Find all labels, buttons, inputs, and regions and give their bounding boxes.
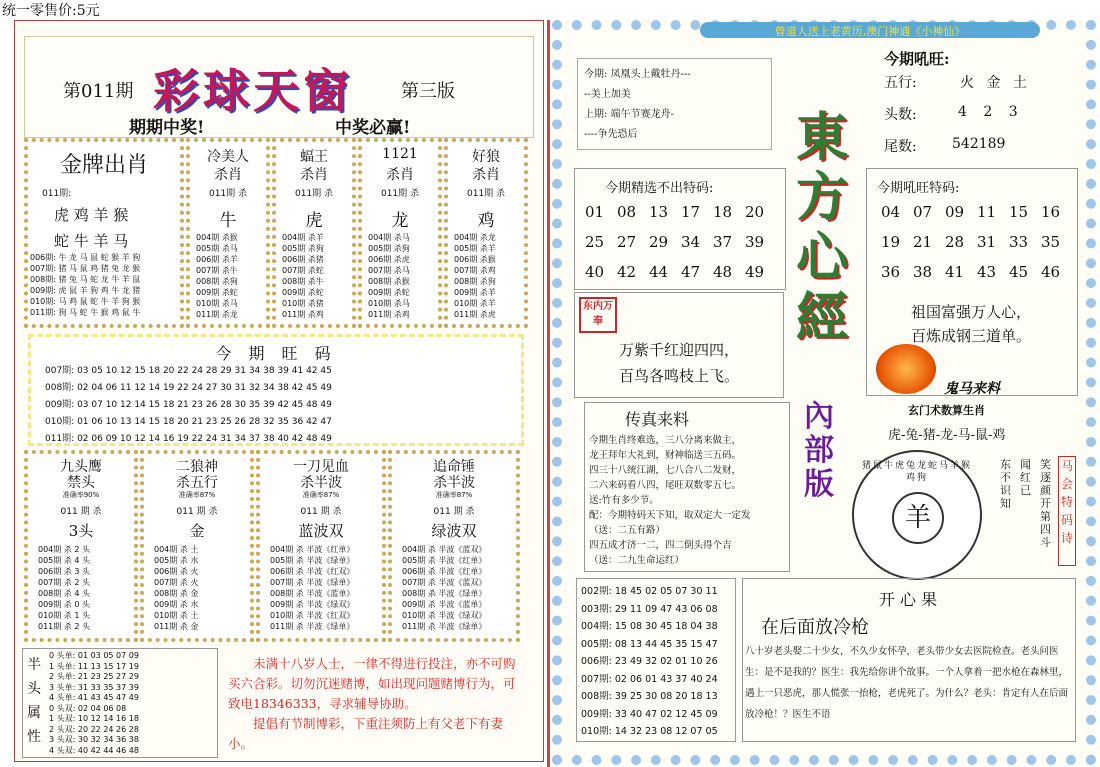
banton-row: 4 头单: 41 43 45 47 49 <box>49 693 139 702</box>
predict-col-head: 九头鹰 <box>60 459 102 475</box>
side-col: 东不识知 <box>1000 458 1011 510</box>
number-cell: 31 <box>977 233 997 251</box>
kill-col-row: 005期 杀狗 <box>282 244 324 253</box>
number-cell: 07 <box>913 203 933 221</box>
chuanzhen-line: 四五成才济一二，四二倒头得个吉 <box>589 540 732 551</box>
jingxuan-title: 今期精选不出特码: <box>605 181 714 196</box>
result-period: 009期: <box>581 708 612 720</box>
predict-col-row: 005期 杀 水 <box>154 556 199 565</box>
result-special: 24 <box>705 673 718 685</box>
gold-row: 007期: 猪 马 鼠 鸡 猪 兔 龙 猴 <box>30 264 141 273</box>
predict-col-row: 004期 杀 半波《蓝双》 <box>402 545 487 554</box>
kill-col-head: 蝠王 <box>300 149 328 165</box>
kill-col-row: 006期 杀羊 <box>196 255 238 264</box>
wei-key: 尾数: <box>884 139 917 155</box>
predict-col-row: 004期 杀 半波《红单》 <box>270 545 355 554</box>
predict-col-value: 绿波双 <box>431 522 477 540</box>
chuanzhen-line: 送:竹有多少节。 <box>589 495 659 506</box>
kill-col-value: 牛 <box>219 211 237 231</box>
result-numbers: 15 08 30 45 18 04 <box>614 621 703 632</box>
number-cell: 35 <box>1041 233 1061 251</box>
kill-col-box <box>358 138 442 328</box>
masthead-title: 彩球天窗 <box>153 64 353 118</box>
stamp: 马会特码诗 <box>1058 456 1076 566</box>
number-cell: 17 <box>681 203 701 221</box>
gold-row: 009期: 虎 鼠 羊 狗 鸡 牛 龙 猪 <box>30 286 141 295</box>
happy-story: 八十岁老头娶二十少女，不久少女怀孕，老头带少女去医院检查。老头问医生：是不是我的？医生：我先给你讲个故事。一个人拿着一把水枪在森林里，遇上一只恶虎，那人慌张一抬枪，老虎死了。为什么？老头：肯定有人在后面放冷枪！？医生不语 <box>745 646 1069 720</box>
wangma-title: 今 期 旺 码 <box>215 344 337 363</box>
result-special: 38 <box>705 621 718 632</box>
predict-col-box <box>140 450 254 642</box>
edition: 第三版 <box>401 81 455 102</box>
predict-col-head2: 杀五行 <box>176 475 218 491</box>
predict-col-row: 008期 杀 半波《蓝单》 <box>270 589 355 598</box>
gold-box <box>24 138 184 328</box>
banton-row: 0 头单: 01 03 05 07 09 <box>49 651 139 660</box>
predict-col-row: 008期 杀 4 头 <box>38 589 90 598</box>
result-special: 09 <box>705 708 718 720</box>
predict-col-row: 011期 杀 金 <box>154 622 199 631</box>
jingxuan-box <box>574 168 786 290</box>
notice <box>228 654 524 754</box>
number-cell: 45 <box>1009 263 1029 281</box>
number-cell: 11 <box>977 203 997 221</box>
result-special: 05 <box>705 726 718 737</box>
result-row <box>581 583 718 597</box>
poem-top-line: ----争先恐后 <box>584 129 638 140</box>
banner: 曾道人送上老黄历,澳门神通《小神仙》 <box>774 25 966 38</box>
wangma-box <box>28 334 524 446</box>
predict-col-row: 005期 杀 半波《红单》 <box>402 556 487 565</box>
happy-sub: 在后面放冷枪 <box>761 617 869 638</box>
kill-col-row: 008期 杀牛 <box>282 277 324 286</box>
predict-col-sub: 011 期 杀 <box>176 507 218 517</box>
happy-box <box>742 578 1076 742</box>
gold-row: 008期: 猪 兔 马 蛇 龙 牛 羊 鼠 <box>30 275 141 284</box>
wangma-row: 010期: 01 06 10 13 14 15 18 20 21 23 25 26 28 32 35 36 42 47 <box>45 417 332 427</box>
poem-top-line: 今期: 凤凰头上戴牡丹--- <box>584 69 691 80</box>
number-cell: 47 <box>681 263 701 281</box>
banton-row: 0 头双: 02 04 06 08 <box>49 703 127 713</box>
predict-col-row: 006期 杀 半波《红双》 <box>270 567 355 576</box>
result-row <box>581 653 718 667</box>
predict-col-value: 3头 <box>68 522 94 540</box>
predict-col-row: 010期 杀 1 头 <box>38 611 90 620</box>
number-cell: 16 <box>1041 203 1061 221</box>
kill-col-row: 005期 杀狗 <box>368 244 410 253</box>
number-cell: 25 <box>585 233 605 251</box>
predict-col-value: 蓝波双 <box>298 522 344 540</box>
predict-col-head: 追命锤 <box>433 459 475 475</box>
number-cell: 04 <box>881 203 901 221</box>
kill-col-row: 005期 杀羊 <box>454 244 496 253</box>
result-period: 010期: <box>581 726 612 737</box>
predict-col-head2: 杀半波 <box>433 475 475 491</box>
results-box <box>576 578 736 742</box>
result-period: 007期: <box>581 673 612 685</box>
wangma-row: 007期: 03 05 10 12 15 18 20 22 24 28 29 31 34 38 39 41 42 45 <box>45 366 332 376</box>
wangma-row: 009期: 03 07 10 12 14 15 18 21 23 26 28 30 35 39 42 45 48 49 <box>45 400 332 410</box>
predict-col-row: 009期 杀 水 <box>154 600 199 609</box>
result-special: 08 <box>705 603 718 615</box>
kill-col-head: 冷美人 <box>207 149 249 165</box>
number-cell: 33 <box>1009 233 1029 251</box>
kill-col-head2: 杀肖 <box>472 167 500 183</box>
predict-col-row: 010期 杀 土 <box>154 611 199 620</box>
kill-col-row: 010期 杀猪 <box>282 299 324 308</box>
predict-col-value: 金 <box>189 522 205 540</box>
kill-col-value: 鸡 <box>477 211 495 231</box>
poem-top-line: 上期: 端午节赛龙舟- <box>584 109 674 120</box>
number-cell: 21 <box>913 233 933 251</box>
result-special: 11 <box>705 586 718 597</box>
predict-col-row: 007期 杀 半波《蓝双》 <box>402 578 487 587</box>
predict-col-head2: 禁头 <box>67 475 95 491</box>
kill-col-row: 010期 杀马 <box>196 299 238 308</box>
kill-col-row: 008期 杀狗 <box>196 277 238 286</box>
predict-col-box <box>24 450 138 642</box>
banton-row: 2 头双: 20 22 24 26 28 <box>49 724 139 734</box>
predict-col-box <box>256 450 386 642</box>
number-cell: 20 <box>745 203 765 221</box>
tiger-sub: 玄门术数算生肖 <box>908 404 985 417</box>
side-col: 笑逐颜开第四斗 <box>1040 458 1051 549</box>
kill-col-value: 龙 <box>391 211 409 231</box>
chuanzhen-line: 今期生肖终难选，三八分离来做主， <box>589 435 742 446</box>
tou-key: 头数: <box>884 107 917 123</box>
kill-col-box <box>272 138 356 328</box>
gold-row: 010期: 马 鸡 鼠 蛇 牛 羊 狗 猴 <box>30 297 141 306</box>
kill-col-head: 1121 <box>382 146 418 162</box>
chuanzhen-line: 配：今期特码天下知，取双定大一定发 <box>589 510 751 521</box>
predict-col-head2: 杀半波 <box>300 475 342 491</box>
result-numbers: 14 32 23 08 12 07 <box>614 726 703 737</box>
result-period: 002期: <box>581 586 612 597</box>
number-cell: 13 <box>649 203 669 221</box>
predict-col-row: 007期 杀 2 头 <box>38 578 90 587</box>
kill-col-row: 007期 杀牛 <box>196 266 238 275</box>
tiger-title: 鬼马来料 <box>944 381 1000 397</box>
result-row <box>581 706 718 720</box>
predict-col-row: 005期 杀 半波《绿单》 <box>270 556 355 565</box>
wangma-row: 011期: 02 06 09 10 12 14 16 19 22 24 31 34 37 38 40 42 48 49 <box>45 434 332 444</box>
kill-col-row: 011期 杀鸡 <box>282 310 324 319</box>
kill-col-sub: 011期 杀 <box>294 189 334 199</box>
banton-label: 半头属性 <box>27 657 41 745</box>
number-cell: 37 <box>713 233 733 251</box>
result-row <box>581 636 718 650</box>
number-cell: 08 <box>617 203 637 221</box>
wangwang-box <box>866 42 1078 160</box>
banton-row: 4 头双: 40 42 44 46 48 <box>49 745 139 755</box>
slogan-left: 期期中奖! <box>129 118 205 138</box>
kill-col-value: 虎 <box>305 211 323 231</box>
number-cell: 18 <box>713 203 733 221</box>
kill-col-sub: 011期 杀 <box>380 189 420 199</box>
tou-value: 4 2 3 <box>958 104 1024 120</box>
kill-col-row: 010期 杀马 <box>368 299 410 308</box>
result-row <box>581 723 718 737</box>
number-cell: 41 <box>945 263 965 281</box>
kill-col-head: 好狼 <box>472 149 500 165</box>
notice-line: 未满十八岁人士，一律不得进行投注，亦不可购买六合彩。切勿沉迷赌博，如出现问题赌博行为，可致电18346333，寻求辅导协助。 <box>228 656 516 711</box>
kill-col-row: 011期 杀龙 <box>196 310 238 319</box>
kill-col-row: 011期 杀虎 <box>454 310 496 319</box>
predict-col-row: 004期 杀 2 头 <box>38 545 90 554</box>
houwang-poem: 祖国富强万人心， <box>911 303 1032 321</box>
number-cell: 38 <box>913 263 933 281</box>
predict-col-acc: 准确率87% <box>302 491 340 499</box>
result-period: 006期: <box>581 656 612 667</box>
gold-title: 金牌出肖 <box>59 153 148 178</box>
result-period: 003期: <box>581 603 612 615</box>
predict-col-row: 008期 杀 半波《绿单》 <box>402 589 487 598</box>
chuanzhen-line: （送：二九生命运红） <box>589 555 685 566</box>
kill-col-row: 009期 杀蛇 <box>196 288 238 297</box>
gold-label: 011期: <box>42 189 72 199</box>
number-cell: 43 <box>977 263 997 281</box>
number-cell: 09 <box>945 203 965 221</box>
poem-top-line: --美上加美 <box>584 89 631 100</box>
dongfang-sub: 內部版 <box>804 399 834 502</box>
kill-col-row: 009期 杀蛇 <box>282 288 324 297</box>
chuanzhen-title: 传真来料 <box>625 410 690 429</box>
predict-col-row: 009期 杀 0 头 <box>38 600 90 609</box>
result-period: 008期: <box>581 691 612 702</box>
chuanzhen-line: 四三十八统江湖，七八合八二发财， <box>589 465 742 476</box>
poem-top-box <box>577 58 772 150</box>
happy-title: 开 心 果 <box>878 590 938 609</box>
chuanzhen-box <box>584 402 790 572</box>
price-label: 统一零售价:5元 <box>2 3 100 19</box>
number-cell: 34 <box>681 233 701 251</box>
kill-col-row: 009期 杀羊 <box>454 288 496 297</box>
gold-row: 011期: 狗 马 蛇 牛 猴 鸡 鼠 牛 <box>30 308 141 317</box>
issue-number: 第011期 <box>63 81 134 102</box>
predict-col-sub: 011 期 杀 <box>300 507 342 517</box>
predict-col-row: 011期 杀 半波《绿单》 <box>270 622 355 631</box>
gold-row: 006期: 牛 龙 马 鼠 蛇 猴 羊 狗 <box>30 253 141 262</box>
predict-col-row: 008期 杀 金 <box>154 589 199 598</box>
result-period: 005期: <box>581 638 612 650</box>
kill-col-head2: 杀肖 <box>386 167 414 183</box>
number-cell: 40 <box>585 263 605 281</box>
kill-col-row: 006期 杀虎 <box>368 255 410 264</box>
kill-col-row: 004期 杀羊 <box>282 233 324 242</box>
dongnei-line: 万紫千红迎四四， <box>619 341 740 359</box>
result-numbers: 08 13 44 45 35 15 <box>614 638 703 650</box>
banton-row: 3 头双: 30 32 34 36 38 <box>49 735 139 744</box>
tiger-seq: 虎-兔-猪-龙-马-鼠-鸡 <box>888 428 1006 443</box>
kill-col-row: 004期 杀龙 <box>454 233 496 242</box>
wuxing-key: 五行: <box>884 75 917 91</box>
predict-col-row: 011期 杀 半波《绿单》 <box>402 622 487 631</box>
result-special: 47 <box>705 638 718 650</box>
predict-col-row: 011期 杀 2 头 <box>38 622 90 631</box>
predict-col-row: 009期 杀 半波《绿双》 <box>270 600 355 609</box>
predict-col-row: 005期 杀 4 头 <box>38 556 90 565</box>
kill-col-sub: 011期 杀 <box>208 189 248 199</box>
dongnei-box <box>574 292 784 398</box>
result-row <box>581 688 718 702</box>
dongnei-line: 百鸟各鸣枝上飞。 <box>619 367 740 385</box>
result-numbers: 23 49 32 02 01 10 <box>614 656 703 667</box>
number-cell: 48 <box>713 263 733 281</box>
result-row <box>581 601 718 615</box>
wei-value: 542189 <box>952 136 1006 152</box>
kill-col-row: 010期 杀羊 <box>454 299 496 308</box>
bagua-ring-text: 猪鼠牛虎兔龙蛇马羊猴鸡狗 <box>861 461 972 483</box>
predict-col-row: 006期 杀 半波《红单》 <box>402 567 487 576</box>
banton-row: 2 头单: 21 23 25 27 29 <box>49 672 139 681</box>
predict-col-row: 004期 杀 土 <box>154 545 199 554</box>
banton-row: 3 头单: 31 33 35 37 39 <box>49 682 139 692</box>
kill-col-box <box>444 138 528 328</box>
kill-col-head2: 杀肖 <box>214 167 242 183</box>
kill-col-row: 004期 杀马 <box>368 233 410 242</box>
number-cell: 42 <box>617 263 637 281</box>
kill-col-head2: 杀肖 <box>300 167 328 183</box>
number-cell: 15 <box>1009 203 1029 221</box>
kill-col-sub: 011期 杀 <box>466 189 506 199</box>
banton-row: 1 头双: 10 12 14 16 18 <box>49 714 139 723</box>
number-cell: 36 <box>881 263 901 281</box>
side-col: 闻红已 <box>1020 458 1031 497</box>
predict-col-row: 006期 杀 3 头 <box>38 567 90 576</box>
kill-col-row: 004期 杀猴 <box>196 233 238 242</box>
slogan-right: 中奖必赢! <box>335 118 411 138</box>
kill-col-row: 011期 杀鸡 <box>368 310 410 319</box>
kill-col-row: 006期 杀猴 <box>454 255 496 264</box>
number-cell: 19 <box>881 233 901 251</box>
predict-col-sub: 011 期 杀 <box>60 507 102 517</box>
wangma-row: 008期: 02 04 06 11 12 14 19 22 24 27 30 31 32 34 38 42 45 49 <box>45 383 332 393</box>
kill-col-row: 009期 杀蛇 <box>368 288 410 297</box>
predict-col-row: 007期 杀 火 <box>154 578 199 587</box>
number-cell: 29 <box>649 233 669 251</box>
predict-col-head: 一刀见血 <box>293 459 349 475</box>
chuanzhen-line: 龙王拜年大礼到，财神临送三五码。 <box>589 450 742 461</box>
number-cell: 28 <box>945 233 965 251</box>
result-numbers: 39 25 30 08 20 18 <box>614 691 703 702</box>
predict-col-sub: 011 期 杀 <box>433 507 475 517</box>
gold-line1: 虎 鸡 羊 猴 <box>54 206 129 224</box>
masthead <box>24 36 534 138</box>
predict-col-row: 010期 杀 半波《绿双》 <box>402 611 487 620</box>
number-cell: 27 <box>617 233 637 251</box>
predict-col-row: 007期 杀 半波《绿单》 <box>270 578 355 587</box>
number-cell: 01 <box>585 203 605 221</box>
kill-col-row: 007期 杀鸡 <box>454 266 496 275</box>
kill-col-row: 008期 杀狗 <box>454 277 496 286</box>
dongfang-title: 東方心經 <box>796 107 849 348</box>
tiger-image <box>876 344 936 394</box>
result-row <box>581 618 718 632</box>
predict-col-acc: 准确率90% <box>62 491 100 499</box>
banton-row: 1 头单: 11 13 15 17 19 <box>49 661 139 671</box>
predict-col-head: 二狼神 <box>176 459 218 475</box>
banton-box <box>22 648 218 758</box>
kill-col-row: 007期 杀马 <box>368 266 410 275</box>
result-special: 13 <box>705 691 718 702</box>
predict-col-row: 009期 杀 半波《蓝单》 <box>402 600 487 609</box>
chuanzhen-line: 二六来码看八四，尾旺双数零五七。 <box>589 480 742 491</box>
houwang-title: 今期吼旺特码: <box>877 181 960 196</box>
kill-col-row: 007期 杀蛇 <box>282 266 324 275</box>
number-cell: 39 <box>745 233 765 251</box>
result-numbers: 02 06 01 43 37 40 <box>614 673 703 685</box>
number-cell: 49 <box>745 263 765 281</box>
kill-col-box <box>186 138 270 328</box>
result-special: 26 <box>705 656 718 667</box>
result-numbers: 18 45 02 05 07 30 <box>614 586 703 597</box>
wangwang-title: 今期吼旺: <box>884 50 950 68</box>
kill-col-row: 008期 杀猴 <box>368 277 410 286</box>
wuxing-value: 火 金 土 <box>960 75 1031 91</box>
result-row <box>581 671 718 685</box>
divider <box>547 20 550 767</box>
number-cell: 44 <box>649 263 669 281</box>
seal: 东内万奉 <box>579 297 617 333</box>
predict-col-box <box>388 450 520 642</box>
result-numbers: 29 11 09 47 43 06 <box>614 603 703 615</box>
kill-col-row: 006期 杀猪 <box>282 255 324 264</box>
notice-line: 提倡有节制博彩，下重注须防上有父老下有妻小。 <box>228 716 504 751</box>
kill-col-row: 005期 杀马 <box>196 244 238 253</box>
predict-col-row: 006期 杀 火 <box>154 567 199 576</box>
predict-col-acc: 准确率87% <box>435 491 473 499</box>
result-numbers: 33 40 47 02 12 45 <box>614 708 703 720</box>
number-cell: 46 <box>1041 263 1061 281</box>
predict-col-acc: 准确率87% <box>178 491 216 499</box>
bagua-center: 羊 <box>892 492 944 544</box>
chuanzhen-line: （送：二五有路） <box>589 525 666 536</box>
result-period: 004期: <box>581 621 612 632</box>
gold-line2: 蛇 牛 羊 马 <box>54 232 129 250</box>
predict-col-row: 010期 杀 半波《红双》 <box>270 611 355 620</box>
houwang-poem: 百炼成钢三道单。 <box>911 327 1032 345</box>
